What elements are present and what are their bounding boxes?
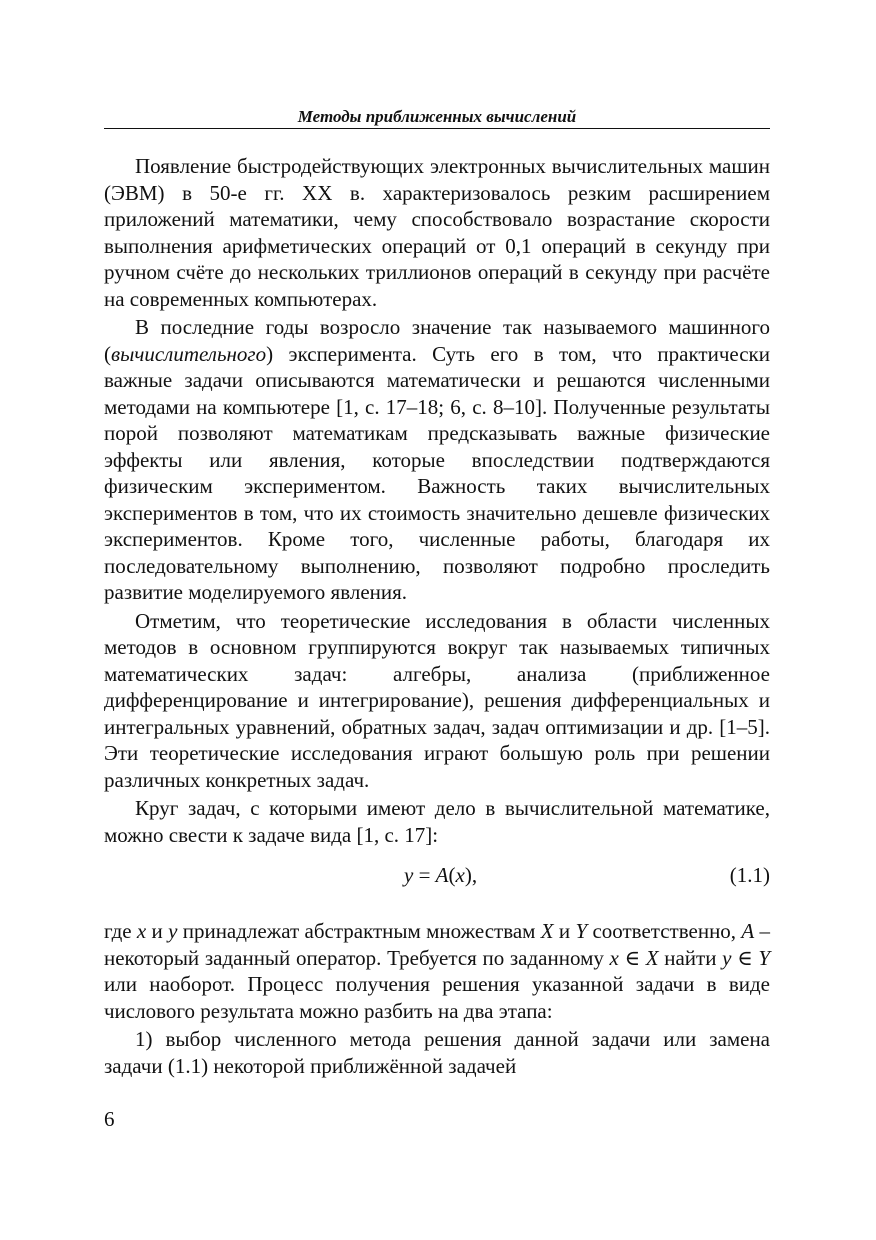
- p5-text-3: принадлежат абстрактным множествам: [177, 919, 541, 943]
- p5-text-4: и: [553, 919, 576, 943]
- p5-x-in-X: x ∈ X: [609, 945, 659, 970]
- paragraph-2: [104, 314, 770, 606]
- p5-text-2: и: [146, 919, 169, 943]
- paragraph-2-end: ) эксперимента. Суть его в том, что практически важные задачи описываются математически и решаются численными методами на компьютере [1, с. 17–18; 6, с. 8–10]. Полученные результаты порой позволяют математикам предсказывать важные физические эффекты или явления, которые впоследствии подтверждаются физическим экспериментом. Важность таких вычислительных экспериментов в том, что их стоимость значительно дешевле физических экспериментов. Кроме того, численные работы, благодаря их последовательному выполнению, позволяют подробно проследить развитие моделируемого явления.: [104, 341, 770, 604]
- equation-operator-A: A: [435, 863, 449, 887]
- p5-var-x: x: [136, 919, 147, 943]
- paragraph-3: Отметим, что теоретические исследования в области численных методов в основном группируются вокруг так называемых типичных математических задач: алгебры, анализа (приближенное дифференцирование и интегрирование), решения дифференциальных и интегральных уравнений, обратных задач, задач оптимизации и др. [1–5]. Эти теоретические исследования играют большую роль при решении различных конкретных задач.: [104, 608, 770, 792]
- paragraph-2-italic-term: вычислительного: [111, 341, 267, 366]
- equation-y: y: [404, 863, 414, 887]
- running-header: Методы приближенных вычислений: [297, 107, 577, 126]
- p5-y-in-Y: y ∈ Y: [722, 945, 771, 970]
- paragraph-2-start: В последние годы возросло значение так называемого машинного (: [104, 315, 770, 366]
- p5-set-X: X: [540, 919, 554, 943]
- paragraph-4: Круг задач, с которыми имеют дело в вычислительной математике, можно свести к задаче вида [1, с. 17]:: [104, 796, 770, 847]
- header-rule: [104, 128, 770, 129]
- p5-text-1: где: [104, 919, 137, 943]
- paragraph-6: 1) выбор численного метода решения данной задачи или замена задачи (1.1) некоторой приближённой задачей: [104, 1027, 770, 1078]
- main-text: [104, 153, 770, 1079]
- p5-text-6: – некоторый заданный оператор. Требуется по заданному: [104, 919, 770, 970]
- p5-var-y: y: [168, 919, 178, 943]
- paragraph-1: Появление быстродействующих электронных вычислительных машин (ЭВМ) в 50-е гг. XX в. характеризовалось резким расширением приложений математики, чему способствовало возрастание скорости выполнения арифметических операций от 0,1 операций в секунду при ручном счёте до нескольких триллионов операций в секунду при расчёте на современных компьютерах.: [104, 154, 770, 311]
- paragraph-5: [104, 918, 770, 1024]
- equation-open-paren: (: [448, 863, 456, 887]
- equation-line: [104, 862, 770, 888]
- equation-x: x: [455, 863, 465, 887]
- equation-number: (1.1): [729, 863, 770, 887]
- equation: [404, 862, 477, 889]
- p5-text-5: соответственно,: [587, 919, 742, 943]
- page-number: 6: [104, 1107, 115, 1131]
- p5-text-8: или наоборот. Процесс получения решения указанной задачи в виде числового результата можно разбить на два этапа:: [104, 972, 770, 1023]
- equation-equals: =: [413, 863, 436, 887]
- p5-set-Y: Y: [575, 919, 588, 943]
- p5-operator-A: A: [741, 919, 755, 943]
- p5-text-7: найти: [658, 945, 723, 970]
- equation-close-paren: ),: [464, 863, 478, 887]
